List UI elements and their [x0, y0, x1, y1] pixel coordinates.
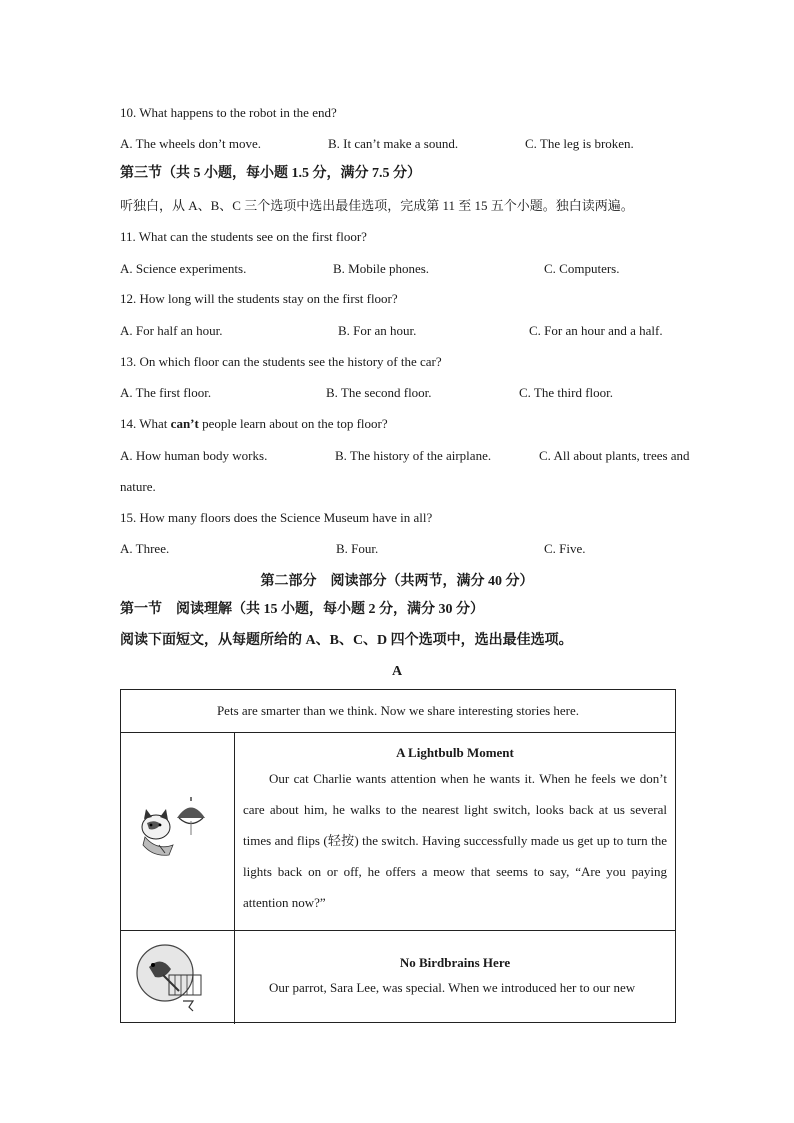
story-2-text-cell — [235, 931, 675, 1024]
part2-section1-heading: 第一节 阅读理解（共 15 小题，每小题 2 分，满分 30 分） — [120, 602, 484, 617]
question-11: 11. What can the students see on the first floor? — [120, 229, 367, 244]
table-intro-row — [121, 690, 675, 733]
q10-option-b: B. It can’t make a sound. — [328, 136, 459, 151]
q14-option-c: C. All about plants, trees and — [539, 448, 690, 463]
q13-option-b: B. The second floor. — [326, 385, 432, 400]
story-1-title: A Lightbulb Moment — [396, 745, 514, 760]
question-12: 12. How long will the students stay on the first floor? — [120, 291, 398, 306]
q12-option-c: C. For an hour and a half. — [529, 323, 663, 338]
part2-instruction: 阅读下面短文，从每题所给的 A、B、C、D 四个选项中，选出最佳选项。 — [120, 633, 573, 648]
question-15: 15. How many floors does the Science Museum have in all? — [120, 510, 433, 525]
question-10: 10. What happens to the robot in the end? — [120, 105, 337, 120]
q15-option-b: B. Four. — [336, 541, 379, 556]
q14-text-bold: can’t — [170, 416, 199, 431]
q15-option-c: C. Five. — [544, 541, 586, 556]
q11-option-b: B. Mobile phones. — [333, 261, 430, 276]
story-1-text-cell — [235, 733, 675, 930]
story-2-image-cell — [121, 931, 235, 1024]
story-2-title: No Birdbrains Here — [399, 955, 511, 970]
q12-option-a: A. For half an hour. — [120, 323, 223, 338]
q11-option-c: C. Computers. — [544, 261, 620, 276]
part2-title: 第二部分 阅读部分（共两节，满分 40 分） — [260, 574, 534, 589]
q14-option-c-continuation: nature. — [120, 479, 156, 494]
q11-option-a: A. Science experiments. — [120, 261, 247, 276]
q10-option-c: C. The leg is broken. — [525, 136, 634, 151]
q10-option-a: A. The wheels don’t move. — [120, 136, 262, 151]
parrot-cage-icon — [121, 931, 235, 1024]
cat-lightbulb-icon — [121, 733, 235, 931]
q13-option-c: C. The third floor. — [519, 385, 614, 400]
q14-text-post: people learn about on the top floor? — [198, 416, 388, 431]
table-intro-text: Pets are smarter than we think. Now we share interesting stories here. — [216, 703, 580, 718]
q14-option-a: A. How human body works. — [120, 448, 268, 463]
story-1-text: Our cat Charlie wants attention when he wants it. When he feels we don’t care about him, he walks to the nearest light switch, looks back at us several times and flips (轻按) the switch. Having successfully made us get up to turn the lights back on or off, he offers a meow that seems to say, “Are you paying attention now?” — [243, 771, 667, 910]
pet-stories-table — [120, 689, 676, 1023]
passage-label: A — [391, 664, 403, 679]
q12-option-b: B. For an hour. — [338, 323, 417, 338]
q15-option-a: A. Three. — [120, 541, 170, 556]
story-2-text: Our parrot, Sara Lee, was special. When we introduced her to our new — [269, 980, 636, 995]
q14-text-pre: 14. What — [120, 416, 171, 431]
question-14 — [120, 416, 388, 432]
q14-option-b: B. The history of the airplane. — [335, 448, 492, 463]
section3-heading: 第三节（共 5 小题，每小题 1.5 分，满分 7.5 分） — [120, 166, 421, 181]
section3-instruction: 听独白，从 A、B、C 三个选项中选出最佳选项，完成第 11 至 15 五个小题。独白读两遍。 — [120, 198, 634, 213]
q13-option-a: A. The first floor. — [120, 385, 212, 400]
story-row-2 — [121, 931, 675, 1024]
question-13: 13. On which floor can the students see the history of the car? — [120, 354, 442, 369]
story-row-1 — [121, 733, 675, 931]
story-1-image-cell — [121, 733, 235, 930]
